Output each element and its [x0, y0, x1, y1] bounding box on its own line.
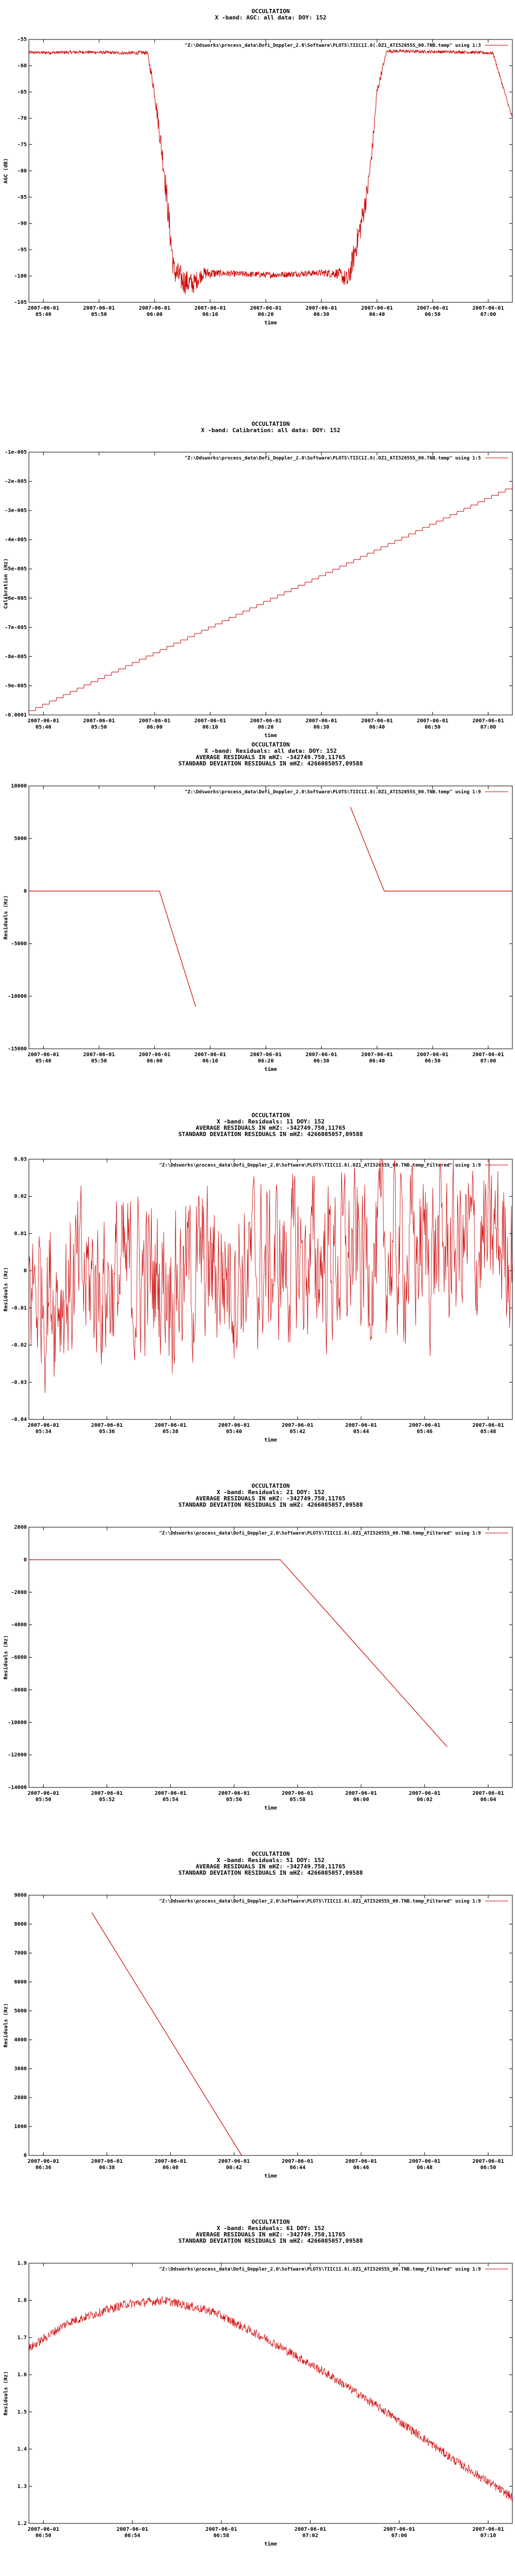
x-tick-label: 2007-06-01	[27, 2527, 59, 2532]
x-tick-label: 2007-06-01	[83, 305, 115, 311]
x-axis-label: time	[264, 2173, 277, 2179]
y-tick-label: 0.01	[14, 1231, 27, 1237]
chart-title-line: STANDARD DEVIATION RESIDUALS IN mHZ: 4266085057,09588	[178, 760, 363, 767]
chart-title-line: X -band: Residuals: 21 DOY: 152	[217, 1489, 325, 1496]
x-tick-label: 05:50	[35, 1797, 52, 1803]
y-tick-label: -95	[17, 247, 27, 253]
x-tick-label: 2007-06-01	[417, 1052, 449, 1058]
chart-title-line: STANDARD DEVIATION RESIDUALS IN mHZ: 4266085057,09588	[178, 1131, 363, 1138]
x-tick-label: 06:10	[202, 1058, 219, 1064]
chart-title-line: X -band: Calibration: all data: DOY: 152	[201, 427, 341, 434]
y-tick-label: -7e-005	[4, 625, 27, 631]
x-axis-label: time	[264, 2541, 277, 2547]
y-tick-label: -8e-005	[4, 653, 27, 660]
y-tick-label: 2000	[14, 2095, 27, 2101]
x-tick-label: 06:04	[480, 1797, 497, 1803]
chart-panel-4	[3, 1112, 512, 1443]
x-tick-label: 06:02	[417, 1797, 433, 1803]
x-tick-label: 2007-06-01	[472, 2527, 504, 2532]
x-tick-label: 06:00	[353, 1797, 369, 1803]
x-tick-label: 05:40	[35, 312, 52, 318]
x-tick-label: 06:44	[290, 2165, 306, 2171]
x-tick-label: 2007-06-01	[91, 1423, 123, 1428]
legend-entry: "Z:\Ddsworks\process_data\Dofi_Doppler_2.0\Software\PLOTS\TIIC1I.8(.DZ1_ATI52055S_00.TNB.temp_Filtered" using 1:9	[159, 1531, 481, 1536]
x-tick-label: 2007-06-01	[361, 305, 393, 311]
y-tick-label: 0	[23, 2153, 27, 2159]
y-tick-label: -10000	[7, 994, 27, 999]
y-tick-label: -0.04	[11, 1417, 27, 1423]
plot-frame	[29, 39, 512, 302]
chart-title-line: X -band: Residuals: all data: DOY: 152	[204, 748, 337, 754]
x-tick-label: 05:52	[99, 1797, 115, 1803]
x-tick-label: 05:40	[226, 1429, 242, 1435]
x-tick-label: 2007-06-01	[218, 2159, 250, 2164]
x-tick-label: 06:42	[226, 2165, 242, 2171]
x-tick-label: 06:50	[425, 312, 441, 318]
x-tick-label: 05:54	[162, 1797, 179, 1803]
chart-title-line: OCCULTATION	[251, 741, 290, 748]
y-tick-label: -0.0001	[4, 712, 27, 718]
x-tick-label: 06:40	[369, 1058, 385, 1064]
x-tick-label: 06:46	[353, 2165, 369, 2171]
y-tick-label: -55	[17, 37, 27, 43]
series-line	[92, 1913, 242, 2155]
x-tick-label: 05:40	[35, 1058, 52, 1064]
y-tick-label: -80	[17, 168, 27, 174]
x-axis-label: time	[264, 1437, 277, 1443]
series-line	[29, 2296, 512, 2501]
y-tick-label: 1.7	[17, 2335, 27, 2341]
x-tick-label: 2007-06-01	[472, 1791, 504, 1796]
x-tick-label: 2007-06-01	[250, 718, 282, 724]
x-tick-label: 2007-06-01	[27, 1052, 59, 1058]
chart-title-line: STANDARD DEVIATION RESIDUALS IN mHZ: 4266085057,09588	[178, 1501, 363, 1508]
x-tick-label: 2007-06-01	[139, 305, 171, 311]
y-tick-label: -100	[14, 273, 27, 279]
x-tick-label: 2007-06-01	[194, 1052, 226, 1058]
y-tick-label: 6000	[14, 1979, 27, 1985]
x-tick-label: 06:50	[425, 724, 441, 730]
x-tick-label: 2007-06-01	[91, 2159, 123, 2164]
x-tick-label: 2007-06-01	[472, 2159, 504, 2164]
y-axis-label: AGC (dB)	[3, 158, 9, 184]
x-tick-label: 2007-06-01	[472, 718, 504, 724]
x-tick-label: 05:42	[290, 1429, 306, 1435]
plot-frame	[29, 2263, 512, 2523]
x-tick-label: 05:50	[91, 724, 107, 730]
x-tick-label: 05:50	[91, 312, 107, 318]
y-tick-label: 0	[23, 888, 27, 894]
x-tick-label: 05:48	[480, 1429, 497, 1435]
x-tick-label: 2007-06-01	[83, 718, 115, 724]
x-tick-label: 2007-06-01	[154, 1791, 187, 1796]
y-axis-label: Residuals (Hz)	[3, 2003, 9, 2048]
y-tick-label: 7000	[14, 1950, 27, 1956]
x-tick-label: 06:10	[202, 724, 219, 730]
x-tick-label: 06:30	[313, 724, 329, 730]
x-tick-label: 2007-06-01	[154, 2159, 187, 2164]
x-tick-label: 2007-06-01	[361, 718, 393, 724]
x-tick-label: 06:00	[147, 312, 163, 318]
x-tick-label: 2007-06-01	[305, 718, 337, 724]
x-tick-label: 07:02	[302, 2533, 318, 2539]
y-axis-label: Residuals (Hz)	[3, 1267, 9, 1312]
y-tick-label: 1.4	[17, 2446, 27, 2452]
legend-entry: "Z:\Ddsworks\process_data\Dofi_Doppler_2.0\Software\PLOTS\TIIC1I.8(.DZ1_ATI52055S_00.TNB.temp_Filtered" using 1:9	[159, 1163, 481, 1168]
x-tick-label: 2007-06-01	[250, 1052, 282, 1058]
chart-panel-5	[3, 1483, 512, 1811]
x-tick-label: 2007-06-01	[345, 1423, 377, 1428]
x-tick-label: 06:30	[313, 1058, 329, 1064]
y-tick-label: 0.03	[14, 1157, 27, 1162]
chart-title-line: OCCULTATION	[251, 1112, 290, 1119]
x-tick-label: 07:06	[391, 2533, 407, 2539]
y-tick-label: -15000	[7, 1046, 27, 1052]
y-tick-label: 4000	[14, 2037, 27, 2043]
legend-entry: "Z:\Ddsworks\process_data\Dofi_Doppler_2.0\Software\PLOTS\TIIC1I.8(.DZ1_ATI52055S_00.TNB.temp_Filtered" using 1:9	[159, 1899, 481, 1904]
x-tick-label: 06:38	[99, 2165, 115, 2171]
y-axis-label: Residuals (Hz)	[3, 895, 9, 940]
x-tick-label: 05:58	[290, 1797, 306, 1803]
y-tick-label: 0.02	[14, 1193, 27, 1200]
y-tick-label: -60	[17, 63, 27, 69]
x-tick-label: 06:50	[35, 2533, 52, 2539]
series-line	[29, 891, 195, 1007]
chart-title-line: OCCULTATION	[251, 2219, 290, 2225]
chart-title-line: AVERAGE RESIDUALS IN mHZ: -342749.750,11765	[195, 1863, 346, 1870]
y-tick-label: -2000	[11, 1589, 27, 1596]
y-tick-label: 2000	[14, 1525, 27, 1530]
legend-entry: "Z:\Ddsworks\process_data\Dofi_Doppler_2.0\Software\PLOTS\TIIC1I.8(.DZ1_ATI52055S_00.TNB.temp" using 1:5	[184, 456, 481, 461]
legend-entry: "Z:\Ddsworks\process_data\Dofi_Doppler_2.0\Software\PLOTS\TIIC1I.8(.DZ1_ATI52055S_00.TNB.temp_Filtered" using 1:9	[159, 2267, 481, 2272]
x-tick-label: 06:40	[369, 312, 385, 318]
chart-title-line: OCCULTATION	[251, 1483, 290, 1489]
y-tick-label: -5000	[11, 941, 27, 947]
x-tick-label: 06:00	[147, 1058, 163, 1064]
y-tick-label: -75	[17, 142, 27, 148]
x-tick-label: 2007-06-01	[154, 1423, 187, 1428]
x-tick-label: 06:20	[258, 312, 274, 318]
x-tick-label: 2007-06-01	[27, 718, 59, 724]
y-tick-label: -105	[14, 300, 27, 305]
x-tick-label: 2007-06-01	[27, 1791, 59, 1796]
chart-panel-7	[3, 2219, 512, 2547]
y-tick-label: 1.8	[17, 2297, 27, 2304]
y-tick-label: -65	[17, 89, 27, 95]
series-line	[29, 1159, 512, 1393]
x-tick-label: 2007-06-01	[250, 305, 282, 311]
x-tick-label: 2007-06-01	[472, 305, 504, 311]
chart-panel-6	[3, 1851, 512, 2179]
x-tick-label: 2007-06-01	[116, 2527, 148, 2532]
y-tick-label: -0.03	[11, 1379, 27, 1386]
y-tick-label: -6e-005	[4, 595, 27, 601]
x-tick-label: 2007-06-01	[345, 2159, 377, 2164]
x-tick-label: 2007-06-01	[205, 2527, 238, 2532]
series-line	[29, 486, 512, 711]
x-tick-label: 06:40	[162, 2165, 179, 2171]
x-axis-label: time	[264, 733, 277, 739]
x-tick-label: 05:56	[226, 1797, 242, 1803]
x-tick-label: 2007-06-01	[417, 305, 449, 311]
chart-panel-2	[3, 421, 512, 739]
y-tick-label: 3000	[14, 2066, 27, 2072]
y-tick-label: 8000	[14, 1921, 27, 1927]
x-tick-label: 05:50	[91, 1058, 107, 1064]
chart-title-line: AVERAGE RESIDUALS IN mHZ: -342749.750,11765	[195, 1495, 346, 1502]
x-tick-label: 2007-06-01	[139, 1052, 171, 1058]
series-line	[29, 50, 512, 294]
y-tick-label: 5000	[14, 836, 27, 842]
x-tick-label: 2007-06-01	[408, 1791, 441, 1796]
y-tick-label: -5e-005	[4, 566, 27, 573]
y-tick-label: -3e-005	[4, 508, 27, 514]
y-tick-label: -14000	[7, 1785, 27, 1791]
x-tick-label: 06:54	[124, 2533, 140, 2539]
y-tick-label: -90	[17, 221, 27, 227]
x-tick-label: 2007-06-01	[282, 2159, 314, 2164]
y-tick-label: -85	[17, 195, 27, 200]
chart-title-line: AVERAGE RESIDUALS IN mHZ: -342749.750,11765	[195, 754, 346, 761]
x-tick-label: 06:20	[258, 724, 274, 730]
x-tick-label: 2007-06-01	[361, 1052, 393, 1058]
x-tick-label: 06:00	[147, 724, 163, 730]
x-axis-label: time	[264, 1805, 277, 1811]
x-tick-label: 2007-06-01	[408, 1423, 441, 1428]
y-tick-label: 1.2	[17, 2521, 27, 2527]
y-tick-label: -12000	[7, 1752, 27, 1759]
y-tick-label: -8000	[11, 1687, 27, 1693]
x-tick-label: 2007-06-01	[194, 305, 226, 311]
series-line	[351, 807, 512, 891]
x-tick-label: 05:38	[162, 1429, 179, 1435]
chart-title-line: X -band: AGC: all data: DOY: 152	[215, 14, 326, 21]
x-tick-label: 06:20	[258, 1058, 274, 1064]
chart-title-line: OCCULTATION	[251, 421, 290, 427]
x-tick-label: 2007-06-01	[294, 2527, 326, 2532]
chart-panel-3	[3, 741, 512, 1072]
x-tick-label: 2007-06-01	[472, 1052, 504, 1058]
series-line	[29, 1560, 447, 1747]
y-tick-label: -6000	[11, 1654, 27, 1661]
chart-title-line: AVERAGE RESIDUALS IN mHZ: -342749.750,11765	[195, 1125, 346, 1131]
x-tick-label: 2007-06-01	[83, 1052, 115, 1058]
chart-title-line: X -band: Residuals: 51 DOY: 152	[217, 1857, 325, 1864]
y-axis-label: Residuals (Hz)	[3, 1635, 9, 1680]
chart-title-line: X -band: Residuals: 61 DOY: 152	[217, 2225, 325, 2232]
y-tick-label: 5000	[14, 2008, 27, 2014]
x-tick-label: 05:36	[99, 1429, 115, 1435]
chart-title-line: STANDARD DEVIATION RESIDUALS IN mHZ: 4266085057,09588	[178, 1869, 363, 1876]
legend-entry: "Z:\Ddsworks\process_data\Dofi_Doppler_2.0\Software\PLOTS\TIIC1I.8(.DZ1_ATI52055S_00.TNB.temp" using 1:9	[184, 790, 481, 795]
y-tick-label: -4000	[11, 1622, 27, 1628]
x-axis-label: time	[264, 320, 277, 326]
x-tick-label: 06:50	[480, 2165, 497, 2171]
chart-title-line: X -band: Residuals: 11 DOY: 152	[217, 1118, 325, 1125]
y-tick-label: 1.3	[17, 2483, 27, 2490]
x-tick-label: 2007-06-01	[472, 1423, 504, 1428]
plot-frame	[29, 452, 512, 715]
x-tick-label: 06:58	[213, 2533, 230, 2539]
y-tick-label: 0	[23, 1557, 27, 1563]
x-tick-label: 06:50	[425, 1058, 441, 1064]
chart-panel-1	[3, 8, 512, 326]
x-tick-label: 2007-06-01	[282, 1791, 314, 1796]
x-tick-label: 2007-06-01	[27, 305, 59, 311]
x-tick-label: 2007-06-01	[27, 1423, 59, 1428]
x-tick-label: 06:48	[417, 2165, 433, 2171]
x-tick-label: 2007-06-01	[27, 2159, 59, 2164]
x-tick-label: 2007-06-01	[305, 305, 337, 311]
x-tick-label: 05:34	[35, 1429, 52, 1435]
y-axis-label: Residuals (Hz)	[3, 2371, 9, 2416]
y-tick-label: -9e-005	[4, 683, 27, 689]
y-tick-label: -2e-005	[4, 478, 27, 485]
y-tick-label: 1000	[14, 2124, 27, 2130]
x-tick-label: 2007-06-01	[194, 718, 226, 724]
x-tick-label: 2007-06-01	[139, 718, 171, 724]
x-tick-label: 06:10	[202, 312, 219, 318]
x-tick-label: 2007-06-01	[417, 718, 449, 724]
x-tick-label: 05:44	[353, 1429, 369, 1435]
x-tick-label: 06:30	[313, 312, 329, 318]
y-tick-label: 1.5	[17, 2409, 27, 2415]
chart-title-line: OCCULTATION	[251, 8, 290, 15]
x-tick-label: 06:36	[35, 2165, 52, 2171]
x-tick-label: 2007-06-01	[282, 1423, 314, 1428]
y-tick-label: 9000	[14, 1893, 27, 1898]
chart-title-line: STANDARD DEVIATION RESIDUALS IN mHZ: 4266085057,09588	[178, 2237, 363, 2244]
plot-frame	[29, 1527, 512, 1787]
x-tick-label: 2007-06-01	[305, 1052, 337, 1058]
x-tick-label: 07:00	[480, 724, 497, 730]
y-tick-label: 10000	[11, 783, 27, 789]
x-tick-label: 07:00	[480, 312, 497, 318]
y-tick-label: 1.9	[17, 2261, 27, 2266]
y-tick-label: -0.02	[11, 1342, 27, 1348]
y-tick-label: -1e-005	[4, 449, 27, 455]
x-tick-label: 05:40	[35, 724, 52, 730]
plot-frame	[29, 1159, 512, 1419]
x-tick-label: 2007-06-01	[218, 1791, 250, 1796]
y-tick-label: -4e-005	[4, 537, 27, 543]
x-tick-label: 2007-06-01	[383, 2527, 415, 2532]
x-tick-label: 07:10	[480, 2533, 497, 2539]
legend-entry: "Z:\Ddsworks\process_data\Dofi_Doppler_2.0\Software\PLOTS\TIIC1I.8(.DZ1_ATI52055S_00.TNB.temp" using 1:3	[184, 43, 481, 48]
plot-frame	[29, 786, 512, 1049]
y-tick-label: -10000	[7, 1720, 27, 1726]
x-tick-label: 2007-06-01	[218, 1423, 250, 1428]
x-axis-label: time	[264, 1067, 277, 1072]
y-axis-label: Calibration (Hz)	[3, 558, 9, 609]
x-tick-label: 07:00	[480, 1058, 497, 1064]
x-tick-label: 2007-06-01	[91, 1791, 123, 1796]
x-tick-label: 2007-06-01	[345, 1791, 377, 1796]
x-tick-label: 06:40	[369, 724, 385, 730]
y-tick-label: -0.01	[11, 1305, 27, 1311]
x-tick-label: 2007-06-01	[408, 2159, 441, 2164]
plot-frame	[29, 1895, 512, 2155]
y-tick-label: -70	[17, 116, 27, 121]
chart-title-line: OCCULTATION	[251, 1851, 290, 1857]
x-tick-label: 05:46	[417, 1429, 433, 1435]
y-tick-label: 0	[23, 1268, 27, 1274]
chart-title-line: AVERAGE RESIDUALS IN mHZ: -342749.750,11765	[195, 2231, 346, 2238]
y-tick-label: 1.6	[17, 2372, 27, 2378]
